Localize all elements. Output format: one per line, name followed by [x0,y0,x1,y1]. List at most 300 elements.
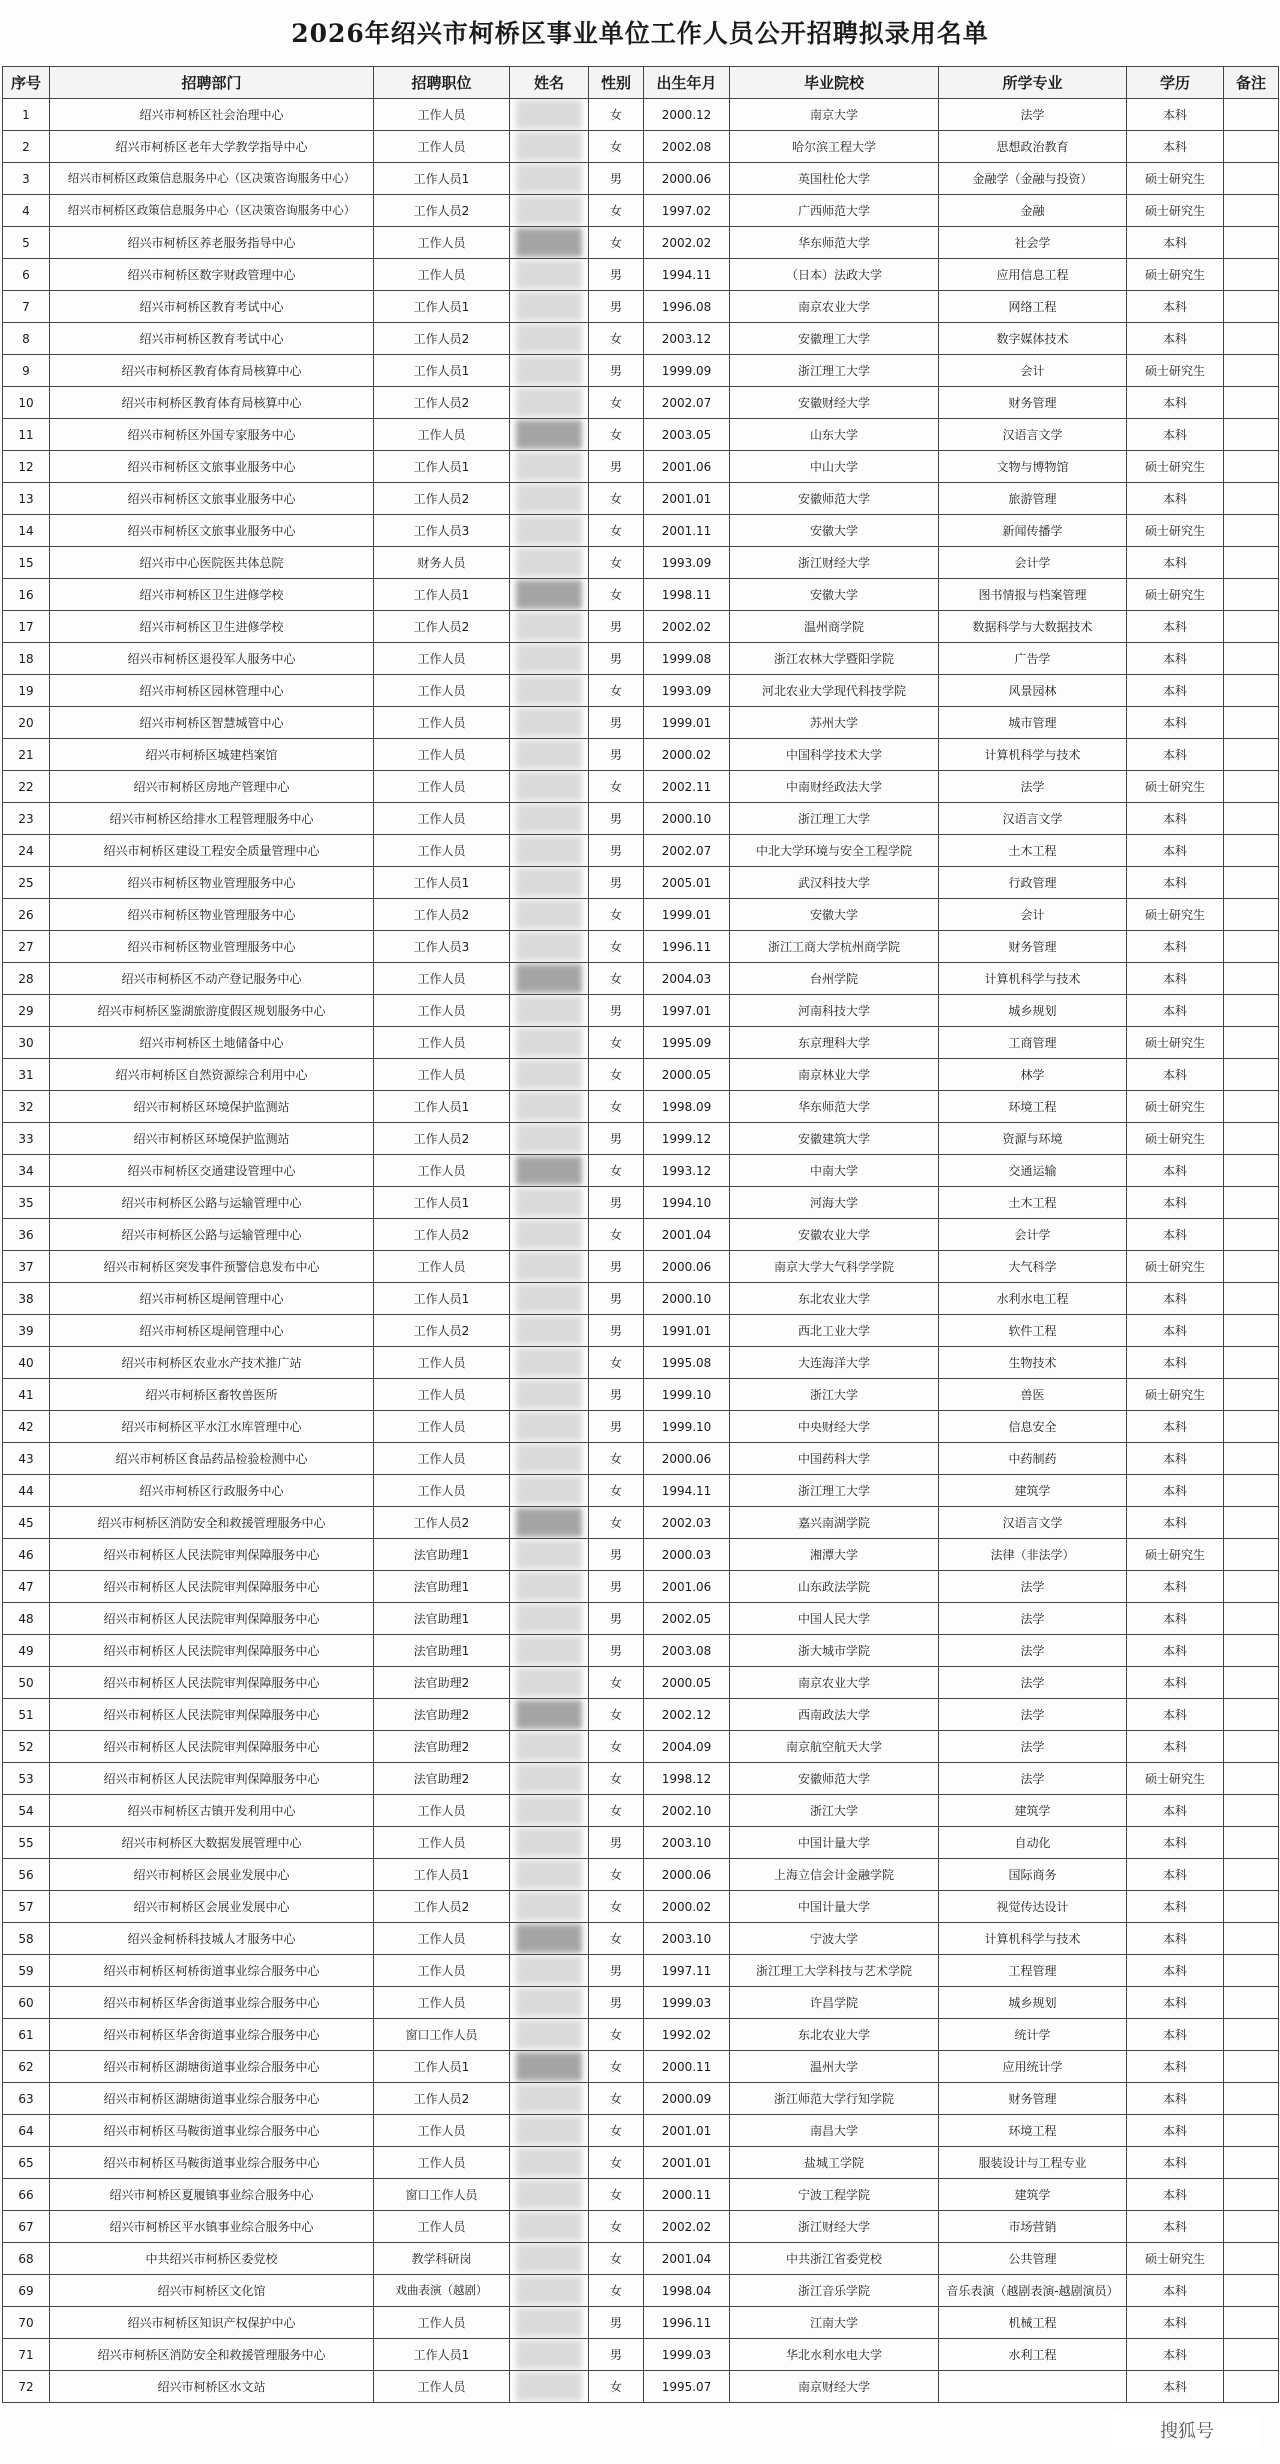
name-cell [510,867,589,899]
school-cell: 安徽理工大学 [730,323,939,355]
table-row [3,1027,1279,1059]
department-cell: 绍兴金柯桥科技城人才服务中心 [50,1923,374,1955]
gender-cell: 男 [589,1187,644,1219]
remark-cell [1224,1347,1279,1379]
school-cell: 南京农业大学 [730,291,939,323]
degree-cell: 本科 [1127,643,1224,675]
position-cell: 工作人员 [374,739,510,771]
table-row [3,163,1279,195]
redacted-name-mask [516,1444,582,1473]
school-cell: 安徽大学 [730,579,939,611]
redacted-name-mask [516,292,582,321]
name-cell [510,835,589,867]
watermark-logo: 搜狐号 [1112,2410,1262,2450]
major-cell: 环境工程 [939,1091,1127,1123]
name-cell [510,1539,589,1571]
department-cell: 绍兴市中心医院医共体总院 [50,547,374,579]
index-cell: 60 [3,1987,50,2019]
major-cell: 城乡规划 [939,995,1127,1027]
degree-cell: 硕士研究生 [1127,899,1224,931]
table-row [3,2211,1279,2243]
index-cell: 47 [3,1571,50,1603]
degree-cell: 本科 [1127,1059,1224,1091]
gender-cell: 女 [589,131,644,163]
redacted-name-mask [516,1924,582,1953]
position-cell: 工作人员2 [374,195,510,227]
department-cell: 绍兴市柯桥区房地产管理中心 [50,771,374,803]
index-cell: 36 [3,1219,50,1251]
department-cell: 绍兴市柯桥区卫生进修学校 [50,611,374,643]
degree-cell: 本科 [1127,2275,1224,2307]
redacted-name-mask [516,1092,582,1121]
gender-cell: 男 [589,739,644,771]
school-cell: 安徽大学 [730,515,939,547]
gender-cell: 女 [589,547,644,579]
name-cell [510,2211,589,2243]
birth-cell: 1995.07 [644,2371,730,2403]
major-cell: 城乡规划 [939,1987,1127,2019]
header-cell-index: 序号 [3,67,50,99]
remark-cell [1224,2211,1279,2243]
remark-cell [1224,1539,1279,1571]
degree-cell: 硕士研究生 [1127,1027,1224,1059]
header-cell-department: 招聘部门 [50,67,374,99]
birth-cell: 2002.07 [644,387,730,419]
table-row [3,2179,1279,2211]
school-cell: 中北大学环境与安全工程学院 [730,835,939,867]
major-cell: 图书情报与档案管理 [939,579,1127,611]
school-cell: 中国药科大学 [730,1443,939,1475]
department-cell: 绍兴市柯桥区土地储备中心 [50,1027,374,1059]
department-cell: 绍兴市柯桥区政策信息服务中心（区决策咨询服务中心） [50,163,374,195]
remark-cell [1224,739,1279,771]
department-cell: 绍兴市柯桥区湖塘街道事业综合服务中心 [50,2051,374,2083]
department-cell: 绍兴市柯桥区政策信息服务中心（区决策咨询服务中心） [50,195,374,227]
remark-cell [1224,1923,1279,1955]
redacted-name-mask [516,260,582,289]
index-cell: 69 [3,2275,50,2307]
degree-cell: 本科 [1127,419,1224,451]
birth-cell: 1996.08 [644,291,730,323]
name-cell [510,419,589,451]
gender-cell: 女 [589,2019,644,2051]
degree-cell: 本科 [1127,2211,1224,2243]
birth-cell: 1999.09 [644,355,730,387]
name-cell [510,1027,589,1059]
index-cell: 49 [3,1635,50,1667]
gender-cell: 男 [589,1539,644,1571]
major-cell: 财务管理 [939,387,1127,419]
school-cell: 浙江工商大学杭州商学院 [730,931,939,963]
table-row [3,1347,1279,1379]
remark-cell [1224,963,1279,995]
position-cell: 工作人员 [374,1795,510,1827]
department-cell: 绍兴市柯桥区公路与运输管理中心 [50,1187,374,1219]
name-cell [510,2115,589,2147]
major-cell: 城市管理 [939,707,1127,739]
department-cell: 绍兴市柯桥区老年大学教学指导中心 [50,131,374,163]
name-cell [510,579,589,611]
redacted-name-mask [516,164,582,193]
birth-cell: 2001.06 [644,451,730,483]
name-cell [510,1795,589,1827]
school-cell: 广西师范大学 [730,195,939,227]
major-cell: 资源与环境 [939,1123,1127,1155]
remark-cell [1224,99,1279,131]
remark-cell [1224,707,1279,739]
redacted-name-mask [516,2084,582,2113]
school-cell: 中国人民大学 [730,1603,939,1635]
major-cell: 数据科学与大数据技术 [939,611,1127,643]
index-cell: 55 [3,1827,50,1859]
major-cell: 会计 [939,355,1127,387]
major-cell: 水利水电工程 [939,1283,1127,1315]
name-cell [510,259,589,291]
index-cell: 65 [3,2147,50,2179]
index-cell: 8 [3,323,50,355]
table-row [3,483,1279,515]
gender-cell: 男 [589,1635,644,1667]
table-row [3,739,1279,771]
gender-cell: 女 [589,2211,644,2243]
department-cell: 绍兴市柯桥区教育考试中心 [50,291,374,323]
name-cell [510,547,589,579]
table-row [3,2083,1279,2115]
remark-cell [1224,1027,1279,1059]
table-row [3,2019,1279,2051]
department-cell: 绍兴市柯桥区数字财政管理中心 [50,259,374,291]
table-body [3,99,1279,2403]
position-cell: 法官助理2 [374,1731,510,1763]
index-cell: 28 [3,963,50,995]
remark-cell [1224,2243,1279,2275]
table-row [3,1219,1279,1251]
birth-cell: 2000.11 [644,2051,730,2083]
department-cell: 绍兴市柯桥区水文站 [50,2371,374,2403]
school-cell: 浙江农林大学暨阳学院 [730,643,939,675]
remark-cell [1224,1187,1279,1219]
redacted-name-mask [516,2116,582,2145]
birth-cell: 2000.06 [644,163,730,195]
gender-cell: 男 [589,803,644,835]
major-cell: 计算机科学与技术 [939,739,1127,771]
table-row [3,1891,1279,1923]
table-row [3,1507,1279,1539]
remark-cell [1224,1123,1279,1155]
redacted-name-mask [516,932,582,961]
degree-cell: 本科 [1127,2371,1224,2403]
gender-cell: 男 [589,707,644,739]
name-cell [510,1283,589,1315]
degree-cell: 本科 [1127,835,1224,867]
department-cell: 绍兴市柯桥区会展业发展中心 [50,1891,374,1923]
table-row [3,1475,1279,1507]
birth-cell: 2001.11 [644,515,730,547]
remark-cell [1224,867,1279,899]
index-cell: 57 [3,1891,50,1923]
header-cell-degree: 学历 [1127,67,1224,99]
name-cell [510,483,589,515]
name-cell [510,643,589,675]
name-cell [510,1955,589,1987]
redacted-name-mask [516,1188,582,1217]
remark-cell [1224,611,1279,643]
redacted-name-mask [516,2308,582,2337]
birth-cell: 2004.09 [644,1731,730,1763]
degree-cell: 本科 [1127,707,1224,739]
birth-cell: 1992.02 [644,2019,730,2051]
degree-cell: 本科 [1127,547,1224,579]
degree-cell: 本科 [1127,1987,1224,2019]
redacted-name-mask [516,740,582,769]
remark-cell [1224,2019,1279,2051]
degree-cell: 本科 [1127,867,1224,899]
position-cell: 法官助理1 [374,1635,510,1667]
department-cell: 绍兴市柯桥区堤闸管理中心 [50,1283,374,1315]
degree-cell: 硕士研究生 [1127,1091,1224,1123]
table-row [3,1987,1279,2019]
school-cell: 湘潭大学 [730,1539,939,1571]
table-row [3,867,1279,899]
gender-cell: 男 [589,1283,644,1315]
major-cell: 汉语言文学 [939,1507,1127,1539]
major-cell: 软件工程 [939,1315,1127,1347]
major-cell: 金融学（金融与投资） [939,163,1127,195]
position-cell: 工作人员 [374,643,510,675]
gender-cell: 男 [589,1251,644,1283]
remark-cell [1224,675,1279,707]
major-cell: 应用统计学 [939,2051,1127,2083]
birth-cell: 2003.08 [644,1635,730,1667]
birth-cell: 1994.11 [644,259,730,291]
department-cell: 绍兴市柯桥区文旅事业服务中心 [50,515,374,547]
position-cell: 工作人员 [374,419,510,451]
index-cell: 40 [3,1347,50,1379]
position-cell: 工作人员 [374,995,510,1027]
major-cell: 法学 [939,771,1127,803]
birth-cell: 2000.03 [644,1539,730,1571]
table-row [3,611,1279,643]
birth-cell: 2002.12 [644,1699,730,1731]
table-row [3,1187,1279,1219]
degree-cell: 本科 [1127,1955,1224,1987]
gender-cell: 男 [589,1315,644,1347]
school-cell: 上海立信会计金融学院 [730,1859,939,1891]
name-cell [510,739,589,771]
index-cell: 70 [3,2307,50,2339]
index-cell: 13 [3,483,50,515]
department-cell: 绍兴市柯桥区古镇开发利用中心 [50,1795,374,1827]
index-cell: 72 [3,2371,50,2403]
position-cell: 工作人员2 [374,611,510,643]
name-cell [510,99,589,131]
remark-cell [1224,931,1279,963]
table-row [3,643,1279,675]
name-cell [510,1827,589,1859]
major-cell: 交通运输 [939,1155,1127,1187]
index-cell: 43 [3,1443,50,1475]
degree-cell: 本科 [1127,387,1224,419]
school-cell: 浙江大学 [730,1795,939,1827]
degree-cell: 本科 [1127,1507,1224,1539]
remark-cell [1224,1571,1279,1603]
department-cell: 绍兴市柯桥区城建档案馆 [50,739,374,771]
gender-cell: 女 [589,1475,644,1507]
name-cell [510,131,589,163]
name-cell [510,931,589,963]
department-cell: 绍兴市柯桥区交通建设管理中心 [50,1155,374,1187]
name-cell [510,355,589,387]
name-cell [510,195,589,227]
birth-cell: 1996.11 [644,2307,730,2339]
major-cell: 风景园林 [939,675,1127,707]
redacted-name-mask [516,1732,582,1761]
department-cell: 绍兴市柯桥区堤闸管理中心 [50,1315,374,1347]
table-row [3,707,1279,739]
gender-cell: 女 [589,1891,644,1923]
header-cell-birth: 出生年月 [644,67,730,99]
redacted-name-mask [516,804,582,833]
remark-cell [1224,1763,1279,1795]
remark-cell [1224,803,1279,835]
birth-cell: 2000.06 [644,1859,730,1891]
school-cell: 安徽财经大学 [730,387,939,419]
table-row [3,931,1279,963]
name-cell [510,2019,589,2051]
name-cell [510,1187,589,1219]
name-cell [510,675,589,707]
major-cell: 旅游管理 [939,483,1127,515]
remark-cell [1224,1251,1279,1283]
index-cell: 44 [3,1475,50,1507]
remark-cell [1224,387,1279,419]
school-cell: 浙江理工大学 [730,1475,939,1507]
table-row [3,2371,1279,2403]
position-cell: 工作人员 [374,1155,510,1187]
department-cell: 绍兴市柯桥区园林管理中心 [50,675,374,707]
position-cell: 工作人员1 [374,1187,510,1219]
position-cell: 工作人员1 [374,355,510,387]
table-row [3,1731,1279,1763]
degree-cell: 本科 [1127,1187,1224,1219]
birth-cell: 1994.10 [644,1187,730,1219]
department-cell: 绍兴市柯桥区人民法院审判保障服务中心 [50,1699,374,1731]
index-cell: 51 [3,1699,50,1731]
name-cell [510,1379,589,1411]
degree-cell: 硕士研究生 [1127,1123,1224,1155]
table-row [3,1059,1279,1091]
position-cell: 工作人员 [374,1443,510,1475]
redacted-name-mask [516,1476,582,1505]
name-cell [510,1123,589,1155]
table-row [3,2051,1279,2083]
index-cell: 4 [3,195,50,227]
table-row [3,355,1279,387]
name-cell [510,1763,589,1795]
gender-cell: 女 [589,963,644,995]
redacted-name-mask [516,580,582,609]
gender-cell: 男 [589,451,644,483]
school-cell: 安徽建筑大学 [730,1123,939,1155]
name-cell [510,1635,589,1667]
gender-cell: 女 [589,1859,644,1891]
header-cell-major: 所学专业 [939,67,1127,99]
position-cell: 工作人员1 [374,451,510,483]
redacted-name-mask [516,1540,582,1569]
position-cell: 工作人员 [374,803,510,835]
birth-cell: 2002.03 [644,1507,730,1539]
major-cell: 法律（非法学） [939,1539,1127,1571]
gender-cell: 女 [589,2147,644,2179]
remark-cell [1224,1955,1279,1987]
major-cell: 工商管理 [939,1027,1127,1059]
birth-cell: 2001.06 [644,1571,730,1603]
redacted-name-mask [516,2372,582,2401]
birth-cell: 1999.10 [644,1411,730,1443]
index-cell: 16 [3,579,50,611]
index-cell: 22 [3,771,50,803]
remark-cell [1224,451,1279,483]
position-cell: 法官助理1 [374,1571,510,1603]
degree-cell: 硕士研究生 [1127,355,1224,387]
redacted-name-mask [516,1060,582,1089]
major-cell: 应用信息工程 [939,259,1127,291]
position-cell: 法官助理2 [374,1763,510,1795]
major-cell: 法学 [939,1571,1127,1603]
redacted-name-mask [516,1380,582,1409]
name-cell [510,2051,589,2083]
index-cell: 58 [3,1923,50,1955]
birth-cell: 1997.02 [644,195,730,227]
index-cell: 24 [3,835,50,867]
redacted-name-mask [516,1572,582,1601]
redacted-name-mask [516,676,582,705]
birth-cell: 2000.02 [644,739,730,771]
name-cell [510,707,589,739]
remark-cell [1224,2147,1279,2179]
index-cell: 20 [3,707,50,739]
index-cell: 53 [3,1763,50,1795]
major-cell: 法学 [939,1699,1127,1731]
degree-cell: 硕士研究生 [1127,1539,1224,1571]
major-cell: 行政管理 [939,867,1127,899]
school-cell: 中国科学技术大学 [730,739,939,771]
department-cell: 绍兴市柯桥区卫生进修学校 [50,579,374,611]
remark-cell [1224,771,1279,803]
birth-cell: 2000.10 [644,803,730,835]
gender-cell: 男 [589,1987,644,2019]
redacted-name-mask [516,1124,582,1153]
name-cell [510,1091,589,1123]
remark-cell [1224,1987,1279,2019]
remark-cell [1224,1315,1279,1347]
name-cell [510,1891,589,1923]
birth-cell: 1999.01 [644,899,730,931]
degree-cell: 本科 [1127,1571,1224,1603]
header-cell-position: 招聘职位 [374,67,510,99]
index-cell: 39 [3,1315,50,1347]
table-row [3,451,1279,483]
birth-cell: 1998.12 [644,1763,730,1795]
index-cell: 2 [3,131,50,163]
school-cell: 河北农业大学现代科技学院 [730,675,939,707]
redacted-name-mask [516,900,582,929]
name-cell [510,2243,589,2275]
birth-cell: 2000.10 [644,1283,730,1315]
gender-cell: 男 [589,867,644,899]
redacted-name-mask [516,2020,582,2049]
table-row [3,2243,1279,2275]
